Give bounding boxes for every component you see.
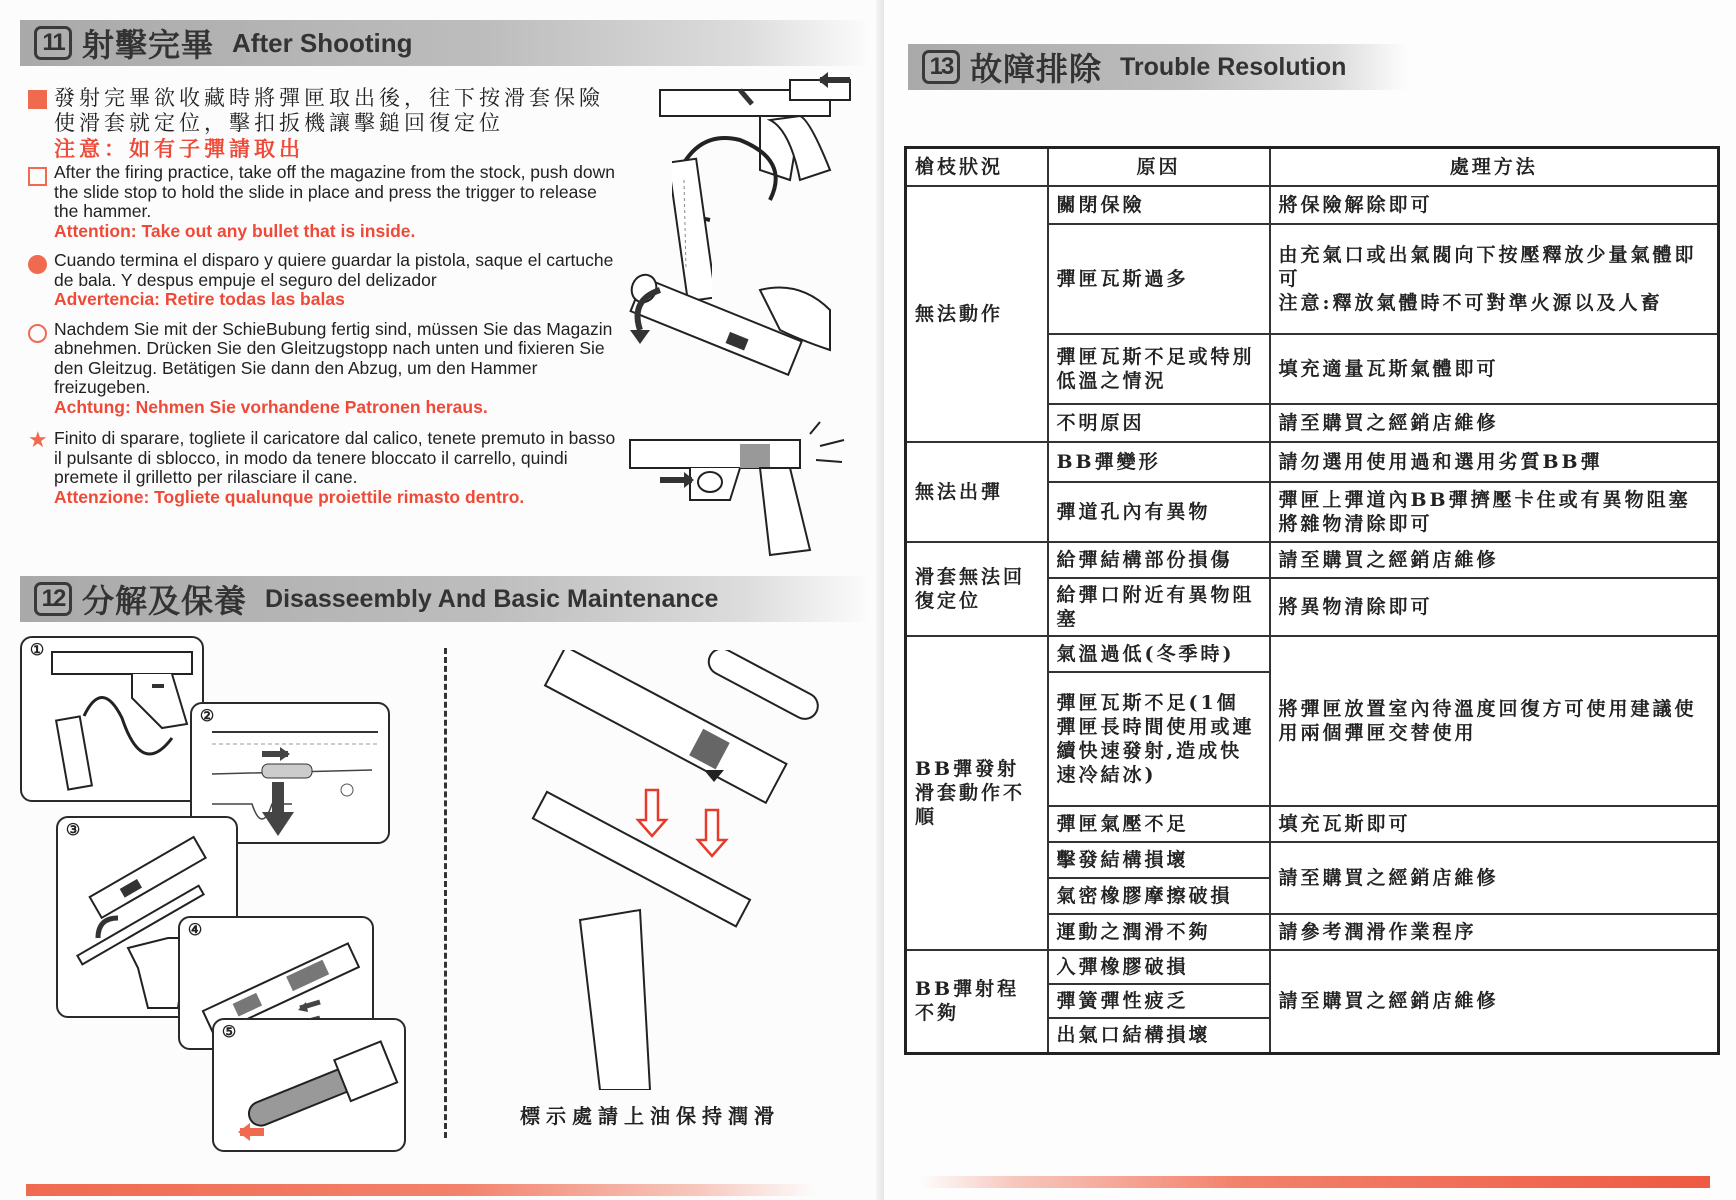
remove-guide-rod-icon [214,1020,404,1150]
cause-cell: BB彈變形 [1048,442,1270,482]
solution-text: 請至購買之經銷店維修 [1278,866,1499,889]
cause-cell: 彈匣氣壓不足 [1048,806,1270,842]
section-number: 13 [922,50,960,84]
section-title-en: Trouble Resolution [1120,52,1347,81]
condition-cell: 無法動作 [906,186,1048,442]
cause-cell: 給彈口附近有異物阻塞 [1048,578,1270,636]
star-bullet-icon: ★ [28,427,48,452]
cause-cell: 氣溫過低(冬季時) [1048,636,1270,672]
section-title-en: Disasseembly And Basic Maintenance [265,584,719,613]
remove-magazine-icon [22,638,202,798]
solution-cell [1270,224,1719,334]
section-title-en: After Shooting [232,27,413,58]
trouble-resolution-table [904,146,1720,1055]
step-number: ① [29,642,45,659]
solution-cell [1270,950,1719,1054]
solution-cell [1270,334,1719,404]
instruction-it [26,429,616,507]
solution-cell [1270,442,1719,482]
column-header-condition: 槍枝狀況 [906,148,1048,186]
bottom-accent-bar [920,1176,1710,1188]
step-number: ④ [187,922,203,939]
solution-text: 將保險解除即可 [1278,193,1433,216]
column-header-cause: 原因 [1048,148,1270,186]
lock-slide-stop-illustration [610,270,840,400]
step-number: ⑤ [221,1024,237,1041]
section-12-header [20,576,870,622]
section-title-zh: 分解及保養 [82,582,248,620]
disassembly-step-5 [212,1018,406,1152]
bottom-accent-bar [26,1184,816,1196]
cause-cell: 運動之潤滑不夠 [1048,914,1270,950]
instruction-warning: 注意：如有子彈請取出 [54,136,304,161]
after-shooting-instructions [26,86,616,513]
instruction-text: After the firing practice, take off the magazine from the stock, push down the slide stop to hold the slide in place and press the trigger to release the hammer. [54,162,615,221]
table-row [906,636,1719,672]
cause-cell: 入彈橡膠破損 [1048,950,1270,984]
solution-cell [1270,542,1719,578]
solution-note: 注意:釋放氣體時不可對準火源以及人畜 [1278,291,1663,314]
release-hammer-illustration [620,420,860,560]
solution-text: 填充適量瓦斯氣體即可 [1278,357,1499,380]
cause-cell: 擊發結構損壞 [1048,842,1270,878]
lubrication-caption: 標示處請上油保持潤滑 [520,1104,780,1128]
solution-text: 請至購買之經銷店維修 [1278,990,1499,1013]
square-filled-bullet-icon [28,90,47,109]
table-row [906,542,1719,578]
divider-dashed-line [444,648,447,1138]
instruction-es [26,251,616,310]
solution-cell [1270,806,1719,842]
cause-cell: 出氣口結構損壞 [1048,1018,1270,1054]
table-header-row [906,148,1719,186]
cause-cell: 氣密橡膠摩擦破損 [1048,878,1270,914]
circle-outline-bullet-icon [28,324,47,343]
condition-cell: BB彈發射滑套動作不順 [906,636,1048,950]
solution-cell [1270,914,1719,950]
lubrication-points-illustration [480,650,860,1090]
section-title-zh: 射擊完畢 [82,26,215,64]
cause-cell: 彈匣瓦斯過多 [1048,224,1270,334]
solution-text: 請參考潤滑作業程序 [1278,920,1477,943]
solution-text: 請至購買之經銷店維修 [1278,548,1499,571]
solution-text: 將彈匣放置室內待溫度回復方可使用建議使用兩個彈匣交替使用 [1278,697,1697,744]
square-outline-bullet-icon [28,167,47,186]
instruction-warning: Attenzione: Togliete qualunque proiettile rimasto dentro. [54,486,525,507]
disassembly-step-1 [20,636,204,802]
instruction-text: Finito di sparare, togliete il caricatore dal calico, tenete premuto in basso il pulsante di sblocco, in modo da tenere bloccato il carrello, quindi premete il grilletto per rilasciare il cane. [54,428,616,487]
cause-cell: 彈道孔內有異物 [1048,482,1270,542]
instruction-warning: Advertencia: Retire todas las balas [54,289,345,309]
solution-text: 彈匣上彈道內BB彈擠壓卡住或有異物阻塞將雜物清除即可 [1278,488,1691,535]
instruction-text: 發射完畢欲收藏時將彈匣取出後，往下按滑套保險使滑套就定位，擊扣扳機讓擊鎚回復定位 [54,86,604,135]
instruction-en [26,163,616,241]
cause-cell: 關閉保險 [1048,186,1270,224]
condition-cell: BB彈射程不夠 [906,950,1048,1054]
table-row [906,186,1719,224]
solution-cell [1270,186,1719,224]
condition-cell: 無法出彈 [906,442,1048,542]
solution-cell [1270,482,1719,542]
instruction-warning: Attention: Take out any bullet that is inside. [54,220,416,241]
solution-text: 填充瓦斯即可 [1278,812,1411,835]
step-number: ③ [65,822,81,839]
step-number: ② [199,708,215,725]
solution-text: 請勿選用使用過和選用劣質BB彈 [1278,450,1603,473]
cause-cell: 不明原因 [1048,404,1270,442]
section-number: 12 [34,582,72,616]
instruction-de [26,320,616,418]
column-header-solution: 處理方法 [1270,148,1719,186]
cause-cell: 彈簧彈性疲乏 [1048,984,1270,1018]
circle-filled-bullet-icon [28,255,47,274]
solution-text: 由充氣口或出氣閥向下按壓釋放少量氣體即可 [1278,243,1697,290]
condition-cell: 滑套無法回復定位 [906,542,1048,636]
table-row [906,442,1719,482]
instruction-text: Nachdem Sie mit der SchieBubung fertig sind, müssen Sie das Magazin abnehmen. Drücken Sie den Gleitzugstopp nach unten und fixieren Sie den Gleitzug. Betätigen Sie dann den Abzug, um den Hammer freizugeben. [54,318,613,397]
table-row [906,950,1719,984]
instruction-zh [26,86,616,161]
section-13-header [908,44,1408,90]
cause-cell: 彈匣瓦斯不足或特別低溫之情況 [1048,334,1270,404]
solution-text: 將異物清除即可 [1278,595,1433,618]
solution-text: 請至購買之經銷店維修 [1278,411,1499,434]
section-title-zh: 故障排除 [970,50,1103,88]
solution-cell [1270,636,1719,806]
instruction-warning: Achtung: Nehmen Sie vorhandene Patronen heraus. [54,396,488,417]
solution-cell [1270,578,1719,636]
solution-cell [1270,404,1719,442]
instruction-text: Cuando termina el disparo y quiere guardar la pistola, saque el cartuche de bala. Y despus empuje el seguro del delizador [54,250,614,290]
cause-cell: 彈匣瓦斯不足(1個彈匣長時間使用或連續快速發射,造成快速冷結冰) [1048,672,1270,806]
cause-cell: 給彈結構部份損傷 [1048,542,1270,578]
solution-cell [1270,842,1719,914]
section-number: 11 [34,26,72,60]
